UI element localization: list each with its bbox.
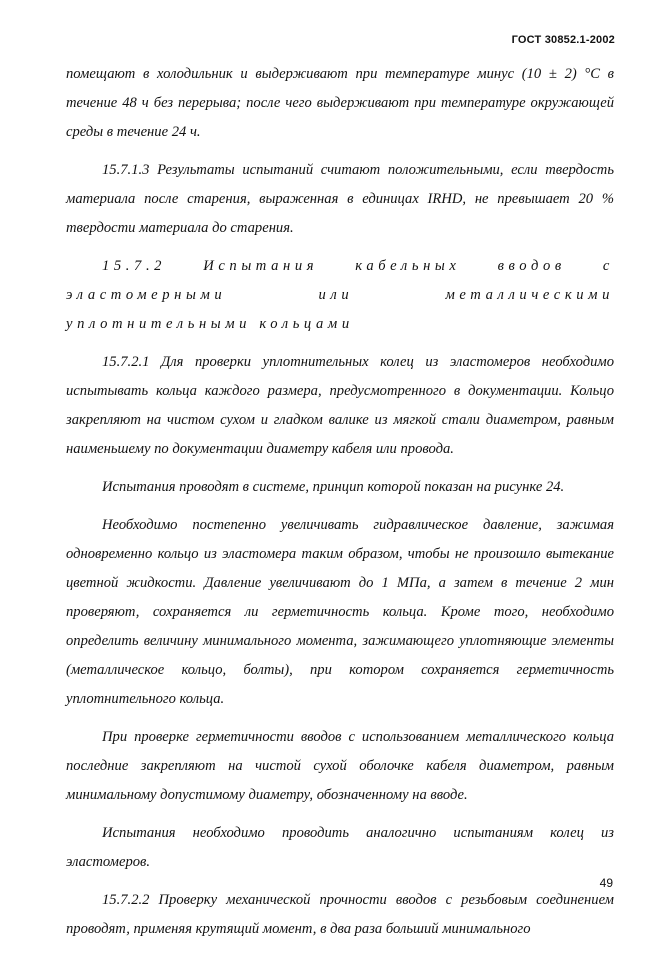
standard-header: ГОСТ 30852.1-2002 [511,34,615,46]
paragraph-metal-ring-check: При проверке герметичности вводов с использованием металлического кольца последние закрепляют на чистой сухой оболочке кабеля диаметром, равным минимальному допустимому диаметру, обозначенному на вводе. [66,729,614,803]
paragraph-analogous-tests: Испытания необходимо проводить аналогично испытаниям колец из эластомеров. [66,825,614,870]
body-text [66,60,614,953]
paragraph-15-7-2-2: 15.7.2.2 Проверку механической прочности вводов с резьбовым соединением проводят, применяя крутящий момент, в два раза больший минимального [66,892,614,937]
paragraph-pressure-procedure: Необходимо постепенно увеличивать гидравлическое давление, зажимая одновременно кольцо из эластомера таким образом, чтобы не произошло вытекание цветной жидкости. Давление увеличивают до 1 МПа, а затем в течение 2 мин проверяют, сохраняется ли герметичность кольца. Кроме того, необходимо определить величину минимального момента, зажимающего уплотняющие элементы (металлическое кольцо, болты), при котором сохраняется герметичность уплотнительного кольца. [66,517,614,707]
paragraph-15-7-1-3: 15.7.1.3 Результаты испытаний считают положительными, если твердость материала после старения, выраженная в единицах IRHD, не превышает 20 % твердости материала до старения. [66,162,614,236]
page-number: 49 [599,876,613,890]
paragraph-continuation: помещают в холодильник и выдерживают при температуре минус (10 ± 2) °С в течение 48 ч без перерыва; после чего выдерживают при температуре окружающей среды в течение 24 ч. [66,66,614,140]
section-heading-15-7-2: 15.7.2 Испытания кабельных вводов с эластомерными или металлическими уплотнительными кольцами [66,258,614,332]
paragraph-15-7-2-1: 15.7.2.1 Для проверки уплотнительных колец из эластомеров необходимо испытывать кольца каждого размера, предусмотренного в документации. Кольцо закрепляют на чистом сухом и гладком валике из мягкой стали диаметром, равным наименьшему по документации диаметру кабеля или провода. [66,354,614,457]
paragraph-figure-reference: Испытания проводят в системе, принцип которой показан на рисунке 24. [102,479,565,495]
